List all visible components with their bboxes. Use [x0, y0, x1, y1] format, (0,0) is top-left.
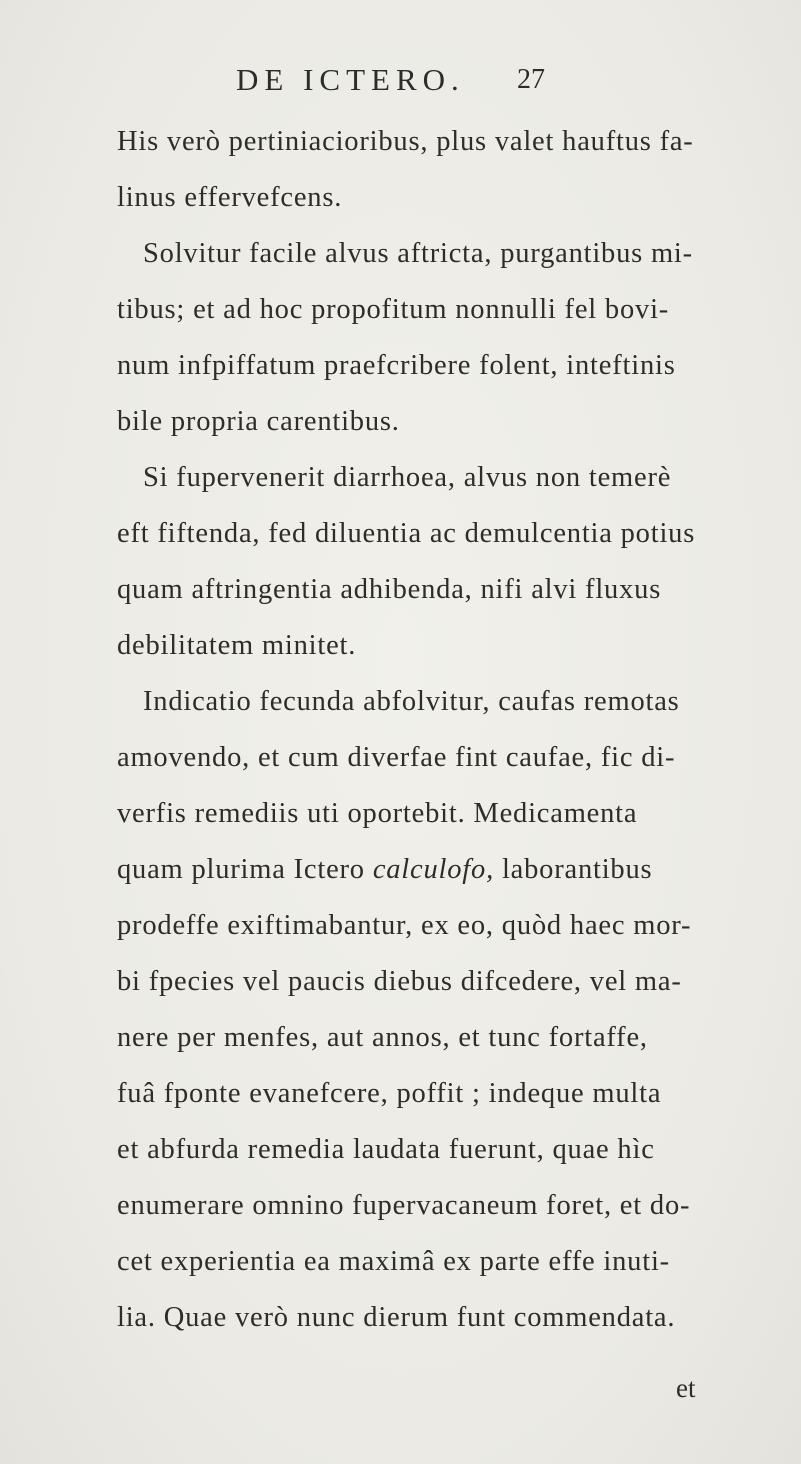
text-line: debilitatem minitet.: [117, 630, 357, 661]
text-line: nere per menfes, aut annos, et tunc fortaffe,: [117, 1022, 648, 1053]
running-title: DE ICTERO.: [236, 62, 465, 97]
text-line: amovendo, et cum diverfae fint caufae, fic di-: [117, 742, 676, 773]
text-line: Indicatio fecunda abfolvitur, caufas remotas: [143, 686, 680, 717]
text-line: linus effervefcens.: [117, 182, 343, 213]
text-segment: quam plurima Ictero: [117, 854, 365, 885]
text-segment: laborantibus: [501, 854, 653, 885]
text-line: Solvitur facile alvus aftricta, purgantibus mi-: [143, 238, 693, 269]
page-number: 27: [517, 64, 545, 95]
text-line: cet experientia ea maximâ ex parte effe inuti-: [117, 1246, 670, 1277]
text-line: Si fupervenerit diarrhoea, alvus non temerè: [143, 462, 672, 493]
text-line: lia. Quae verò nunc dierum funt commendata.: [117, 1302, 676, 1333]
text-line: verfis remediis uti oportebit. Medicamenta: [117, 798, 638, 829]
text-line: prodeffe exiftimabantur, ex eo, quòd haec mor-: [117, 910, 692, 941]
text-line: bi fpecies vel paucis diebus difcedere, vel ma-: [117, 966, 682, 997]
text-line: quam aftringentia adhibenda, nifi alvi fluxus: [117, 574, 662, 605]
text-line: et abfurda remedia laudata fuerunt, quae hìc: [117, 1134, 655, 1165]
page-header: [0, 62, 801, 102]
text-line: His verò pertiniacioribus, plus valet hauftus fa-: [117, 126, 694, 157]
italic-term: calculofo,: [372, 854, 494, 885]
catchword: et: [676, 1373, 696, 1403]
text-line: bile propria carentibus.: [117, 406, 400, 437]
text-line: fuâ fponte evanefcere, poffit ; indeque multa: [117, 1078, 662, 1109]
text-line: num infpiffatum praefcribere folent, inteftinis: [117, 350, 676, 381]
text-line: eft fiftenda, fed diluentia ac demulcentia potius: [117, 518, 696, 549]
text-line: enumerare omnino fupervacaneum foret, et do-: [117, 1190, 691, 1221]
text-line: tibus; et ad hoc propofitum nonnulli fel bovi-: [117, 294, 670, 325]
text-line: [117, 854, 652, 886]
